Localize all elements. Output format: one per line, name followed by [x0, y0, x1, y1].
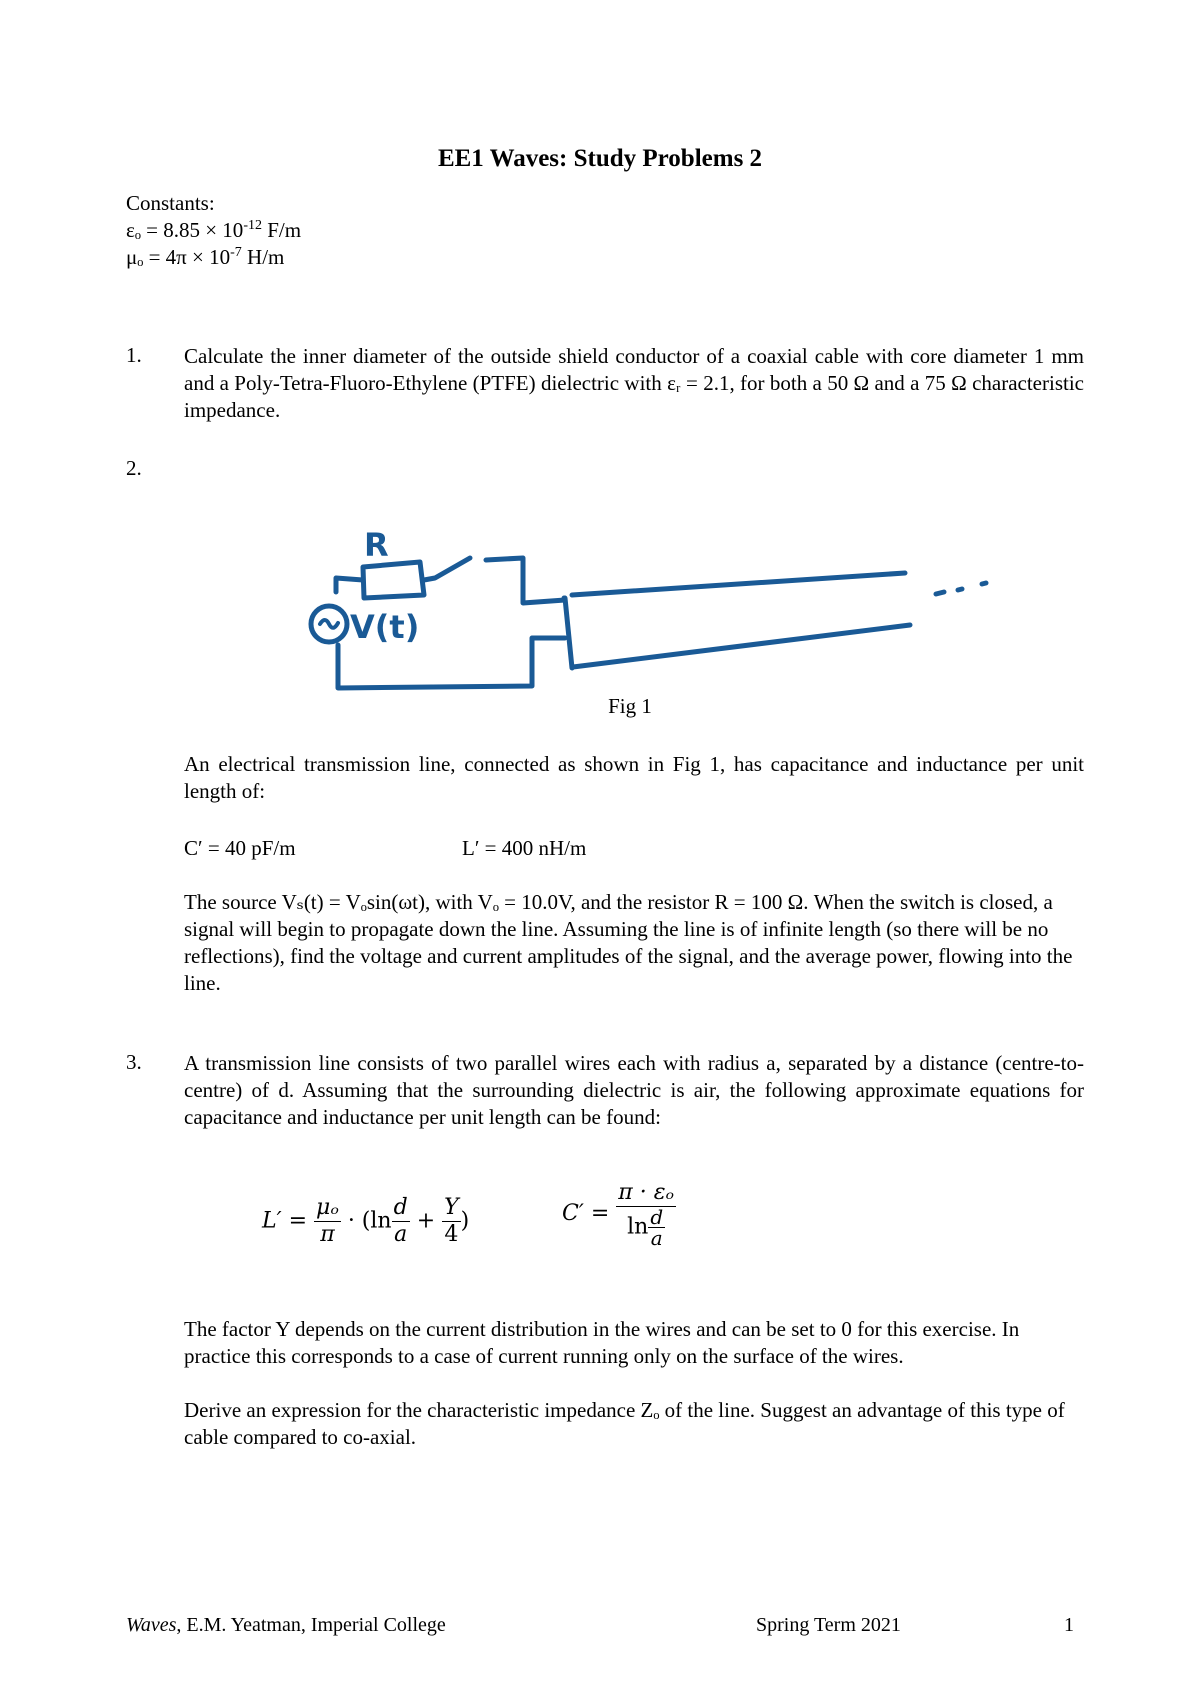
tilde-icon	[320, 620, 338, 628]
footer-author: Waves, E.M. Yeatman, Imperial College	[126, 1614, 446, 1636]
continuation-dot-1	[936, 592, 944, 594]
wire-top	[486, 558, 565, 603]
figure-caption: Fig 1	[608, 694, 652, 718]
problem-2-intro: An electrical transmission line, connected as shown in Fig 1, has capacitance and inductance per unit length of:	[184, 752, 1084, 803]
wire-left-top	[336, 578, 363, 592]
resistor-symbol	[363, 562, 424, 598]
problem-3-text-1: The factor Y depends on the current distribution in the wires and can be set to 0 for this exercise. In practice this corresponds to a case of current running only on the surface of the wires.	[184, 1317, 1020, 1368]
problem-2-text: The source Vₛ(t) = Vₒsin(ωt), with Vₒ = 10.0V, and the resistor R = 100 Ω. When the switch is closed, a signal will begin to propagate down the line. Assuming the line is of infinite length (so there will be no reflections), find the voltage and current amplitudes of the signal, and the average power, flowing into the line.	[184, 890, 1073, 995]
problem-2-number: 2.	[126, 456, 142, 480]
switch-symbol	[424, 558, 470, 580]
constants-heading: Constants:	[126, 191, 215, 215]
capacitance-value: C′ = 40 pF/m	[184, 836, 296, 860]
footer-term: Spring Term 2021	[756, 1614, 901, 1636]
problem-3-number: 3.	[126, 1050, 142, 1074]
inductance-value: L′ = 400 nH/m	[462, 836, 587, 860]
line-conductor-bottom	[573, 625, 910, 667]
problem-3-text-2: Derive an expression for the characteristic impedance Zₒ of the line. Suggest an advantage of this type of cable compared to co-axial.	[184, 1398, 1065, 1449]
page-number: 1	[1064, 1614, 1074, 1636]
problem-1-text: Calculate the inner diameter of the outside shield conductor of a coaxial cable with core diameter 1 mm and a Poly-Tetra-Fluoro-Ethylene (PTFE) dielectric with εᵣ = 2.1, for both a 50 Ω and a 75 Ω characteristic impedance.	[184, 344, 1084, 422]
resistor-label: R	[364, 526, 389, 564]
constant-epsilon: $\varepsilon_o = 8.85 \times 10^{-12}$ F/m	[126, 218, 302, 242]
source-label: V(t)	[350, 608, 420, 646]
constant-mu: $\mu_o = 4\pi \times 10^{-7}$ H/m	[126, 245, 285, 269]
line-end	[565, 598, 572, 668]
line-conductor-top	[572, 573, 905, 595]
page-title: EE1 Waves: Study Problems 2	[437, 145, 763, 172]
continuation-dot-2	[958, 589, 962, 590]
circuit-figure	[300, 520, 1000, 695]
continuation-dot-3	[982, 583, 986, 584]
capacitance-equation: C′ = π · εₒ ln $\frac{d}{a}$	[562, 1180, 674, 1250]
inductance-equation: L′ = $\frac{\text{μₒ}}{\pi}$ · (ln $\frac{d}{a}$ + $\frac{Y}{4}$ )	[262, 1195, 470, 1247]
problem-3-intro: A transmission line consists of two parallel wires each with radius a, separated by a distance (centre-to-centre) of d. Assuming that the surrounding dielectric is air, the following approximate equations for capacitance and inductance per unit length can be found:	[184, 1051, 1084, 1129]
problem-1-number: 1.	[126, 343, 142, 367]
